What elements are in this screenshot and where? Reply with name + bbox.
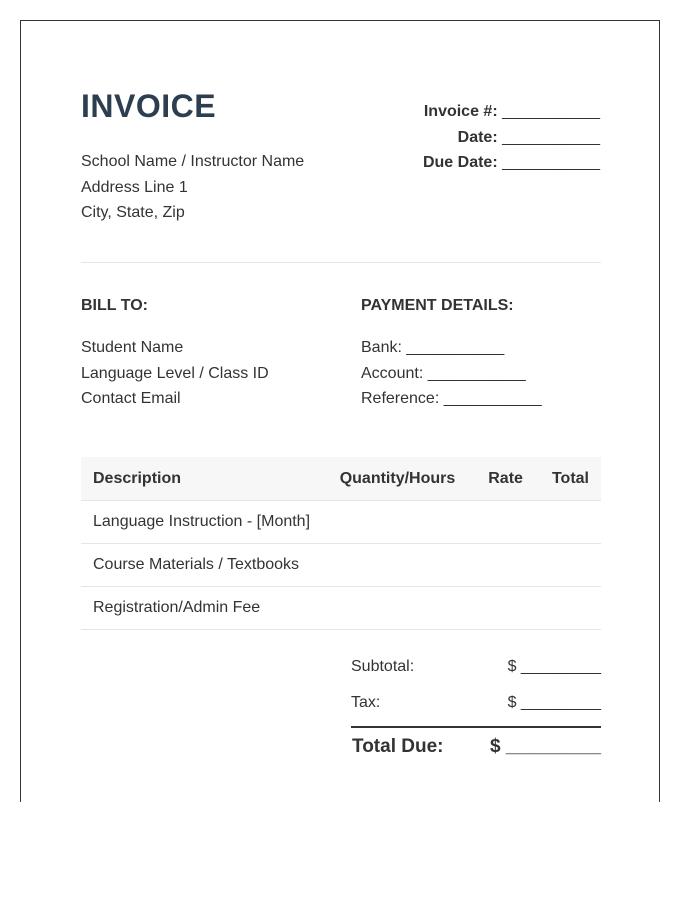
bill-to-heading: BILL TO: [81, 297, 148, 314]
account-field: Account: ___________ [361, 364, 526, 382]
line-items-table [81, 457, 601, 630]
due-date-field: ___________ [502, 154, 600, 171]
bank-field: Bank: ___________ [361, 339, 505, 356]
total-due-label: Total Due: [352, 736, 444, 757]
contact-email: Contact Email [81, 390, 181, 407]
item-quantity [322, 544, 473, 587]
item-total [538, 544, 601, 587]
invoice-number-row [423, 99, 600, 125]
item-rate [473, 501, 538, 544]
column-header-rate: Rate [473, 457, 538, 501]
item-rate [473, 544, 538, 587]
subtotal-label: Subtotal: [351, 658, 415, 675]
table-row [81, 544, 601, 587]
item-total [538, 587, 601, 630]
table-header-row [81, 457, 601, 501]
invoice-number-label: Invoice #: [423, 103, 498, 120]
item-quantity [322, 501, 473, 544]
item-total [538, 501, 601, 544]
invoice-number-field: ___________ [502, 103, 600, 120]
item-description: Language Instruction - [Month] [81, 501, 322, 544]
sender-address [81, 149, 304, 226]
column-header-description: Description [81, 457, 322, 501]
invoice-meta [423, 99, 600, 176]
item-description: Registration/Admin Fee [81, 587, 322, 630]
table-row [81, 587, 601, 630]
item-rate [473, 587, 538, 630]
invoice-date-field: ___________ [502, 128, 600, 146]
subtotal-row [351, 654, 601, 690]
item-description: Course Materials / Textbooks [81, 544, 322, 587]
invoice-title: INVOICE [81, 88, 217, 124]
tax-value: $ _________ [507, 694, 601, 711]
tax-row [351, 690, 601, 726]
totals-summary [351, 654, 601, 764]
column-header-quantity: Quantity/Hours [322, 457, 473, 501]
header-divider [81, 262, 601, 263]
payment-details-heading: PAYMENT DETAILS: [361, 297, 514, 314]
student-name: Student Name [81, 339, 184, 356]
sender-address-line: Address Line 1 [81, 178, 188, 196]
tax-label: Tax: [351, 694, 381, 711]
due-date-label: Due Date: [422, 154, 498, 171]
language-level-class-id: Language Level / Class ID [81, 364, 269, 382]
sender-name: School Name / Instructor Name [81, 153, 305, 170]
subtotal-value: $ _________ [507, 658, 601, 675]
due-date-row [423, 150, 600, 176]
column-header-total: Total [538, 457, 601, 501]
total-due-value: $ _________ [490, 736, 601, 757]
invoice-date-label: Date: [457, 128, 498, 146]
total-due-row [351, 726, 601, 764]
invoice-document [20, 20, 660, 802]
item-quantity [322, 587, 473, 630]
sender-city-state-zip: City, State, Zip [81, 204, 185, 221]
payment-details [361, 335, 542, 412]
reference-field: Reference: ___________ [361, 390, 542, 407]
table-row [81, 501, 601, 544]
bill-to-details [81, 335, 269, 412]
invoice-date-row [423, 125, 600, 151]
